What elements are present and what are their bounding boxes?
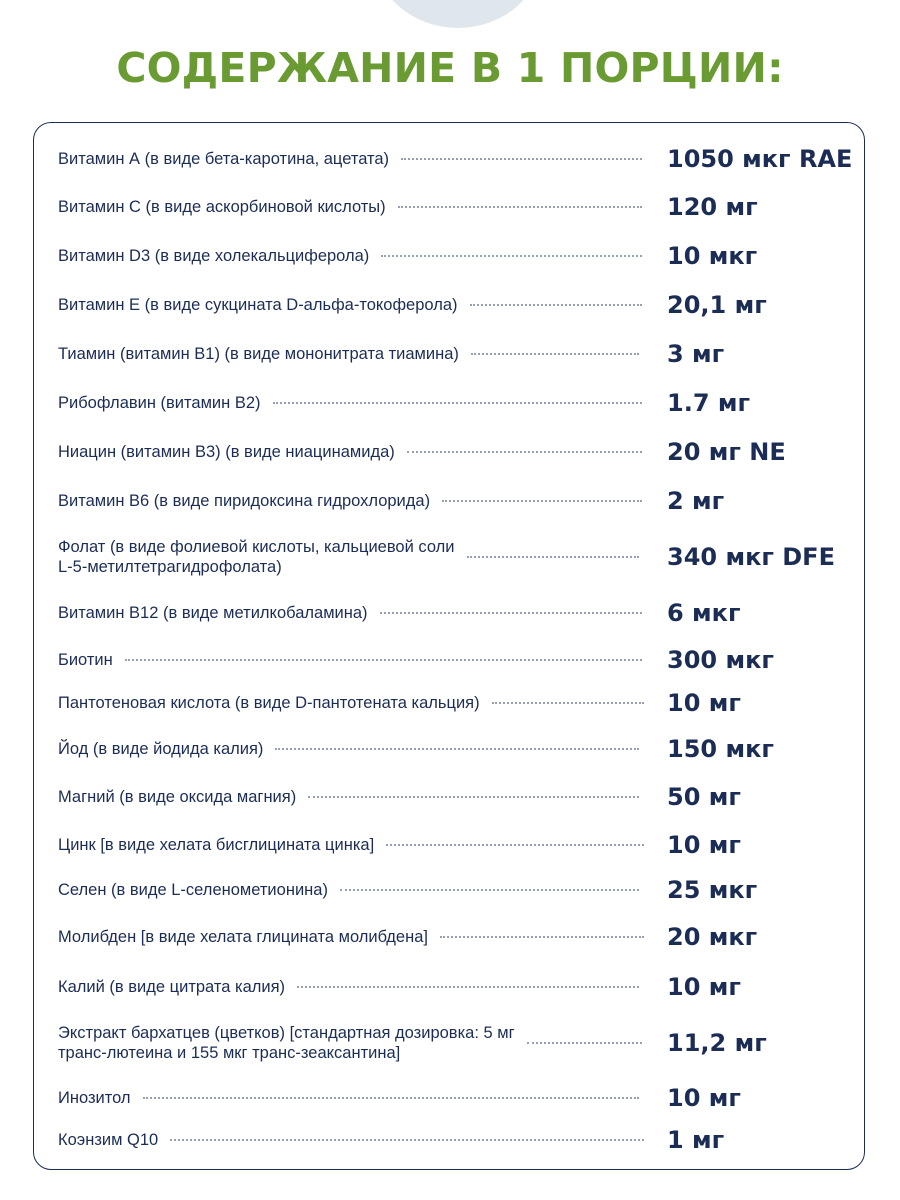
nutrient-name: Витамин С (в виде аскорбиновой кислоты)	[58, 198, 386, 216]
nutrient-amount: 150 мкг	[667, 735, 774, 763]
nutrient-row	[58, 876, 858, 904]
nutrient-row	[58, 291, 858, 319]
nutrient-name: Тиамин (витамин В1) (в виде мононитрата тиамина)	[58, 345, 459, 363]
nutrient-amount: 11,2 мг	[667, 1029, 767, 1057]
nutrient-name: Йод (в виде йодида калия)	[58, 740, 264, 758]
nutrient-name: Ниацин (витамин В3) (в виде ниацинамида)	[58, 443, 395, 461]
nutrient-name: Витамин Е (в виде сукцината D-альфа-токоферола)	[58, 296, 458, 314]
nutrient-amount: 10 мг	[667, 1084, 741, 1112]
nutrient-row	[58, 537, 858, 577]
dotted-leader	[143, 1097, 639, 1099]
decorative-top-shape	[374, 0, 542, 28]
nutrient-table	[33, 122, 865, 1170]
dotted-leader	[401, 158, 642, 160]
dotted-leader	[398, 206, 642, 208]
dotted-leader	[470, 304, 642, 306]
dotted-leader	[492, 702, 644, 704]
nutrient-row	[58, 340, 858, 368]
nutrient-name: Фолат (в виде фолиевой кислоты, кальциевой соли L-5-метилтетрагидрофолата)	[58, 538, 455, 576]
dotted-leader	[380, 612, 642, 614]
nutrient-row	[58, 646, 858, 674]
nutrient-amount: 1050 мкг RAE	[667, 145, 853, 173]
nutrient-amount: 25 мкг	[667, 876, 758, 904]
dotted-leader	[125, 659, 642, 661]
nutrient-amount: 10 мг	[667, 689, 741, 717]
dotted-leader	[386, 844, 644, 846]
nutrient-name: Магний (в виде оксида магния)	[58, 788, 297, 806]
nutrient-amount: 20 мг NE	[667, 438, 786, 466]
nutrient-row	[58, 242, 858, 270]
nutrient-row	[58, 1084, 858, 1112]
nutrient-row	[58, 923, 858, 951]
nutrient-amount: 10 мкг	[667, 242, 758, 270]
nutrient-name: Цинк [в виде хелата бисглицината цинка]	[58, 836, 375, 854]
dotted-leader	[297, 986, 639, 988]
nutrient-amount: 10 мг	[667, 973, 741, 1001]
dotted-leader	[273, 402, 642, 404]
nutrient-amount: 340 мкг DFE	[667, 543, 835, 571]
nutrient-name: Инозитол	[58, 1089, 131, 1107]
nutrient-row	[58, 973, 858, 1001]
nutrient-row	[58, 689, 858, 717]
nutrient-name: Рибофлавин (витамин В2)	[58, 394, 261, 412]
nutrient-name: Калий (в виде цитрата калия)	[58, 978, 286, 996]
nutrient-amount: 50 мг	[667, 783, 741, 811]
nutrient-amount: 1 мг	[667, 1126, 725, 1154]
nutrient-name: Молибден [в виде хелата глицината молибдена]	[58, 928, 428, 946]
nutrient-name: Витамин В12 (в виде метилкобаламина)	[58, 604, 368, 622]
nutrient-row	[58, 438, 858, 466]
nutrient-name: Коэнзим Q10	[58, 1131, 159, 1149]
nutrient-row	[58, 487, 858, 515]
nutrient-name: Экстракт бархатцев (цветков) [стандартная дозировка: 5 мг транс-лютеина и 155 мкг транс-зеаксантина]	[58, 1024, 515, 1062]
nutrient-row	[58, 145, 858, 173]
nutrient-row	[58, 599, 858, 627]
page-title: СОДЕРЖАНИЕ В 1 ПОРЦИИ:	[116, 44, 784, 92]
nutrient-row	[58, 783, 858, 811]
dotted-leader	[527, 1042, 642, 1044]
nutrient-amount: 120 мг	[667, 193, 758, 221]
nutrient-amount: 2 мг	[667, 487, 725, 515]
nutrient-amount: 20 мкг	[667, 923, 758, 951]
nutrient-amount: 1.7 мг	[667, 389, 751, 417]
nutrient-amount: 3 мг	[667, 340, 725, 368]
dotted-leader	[308, 796, 639, 798]
nutrient-amount: 300 мкг	[667, 646, 774, 674]
nutrient-amount: 6 мкг	[667, 599, 741, 627]
nutrient-amount: 10 мг	[667, 831, 741, 859]
nutrient-name: Витамин В6 (в виде пиридоксина гидрохлорида)	[58, 492, 431, 510]
dotted-leader	[440, 936, 644, 938]
nutrient-row	[58, 1023, 858, 1063]
nutrient-row	[58, 193, 858, 221]
nutrient-row	[58, 389, 858, 417]
nutrient-name: Селен (в виде L-селенометионина)	[58, 881, 328, 899]
nutrient-amount: 20,1 мг	[667, 291, 767, 319]
dotted-leader	[275, 748, 639, 750]
nutrient-row	[58, 735, 858, 763]
dotted-leader	[340, 889, 639, 891]
dotted-leader	[170, 1139, 644, 1141]
dotted-leader	[467, 556, 639, 558]
nutrient-name: Пантотеновая кислота (в виде D-пантотената кальция)	[58, 694, 480, 712]
nutrient-name: Биотин	[58, 651, 113, 669]
nutrient-row	[58, 1126, 858, 1154]
nutrient-row	[58, 831, 858, 859]
nutrient-name: Витамин D3 (в виде холекальциферола)	[58, 247, 370, 265]
nutrient-name: Витамин А (в виде бета-каротина, ацетата)	[58, 150, 390, 168]
dotted-leader	[442, 500, 642, 502]
dotted-leader	[381, 255, 642, 257]
dotted-leader	[407, 451, 642, 453]
dotted-leader	[471, 353, 639, 355]
